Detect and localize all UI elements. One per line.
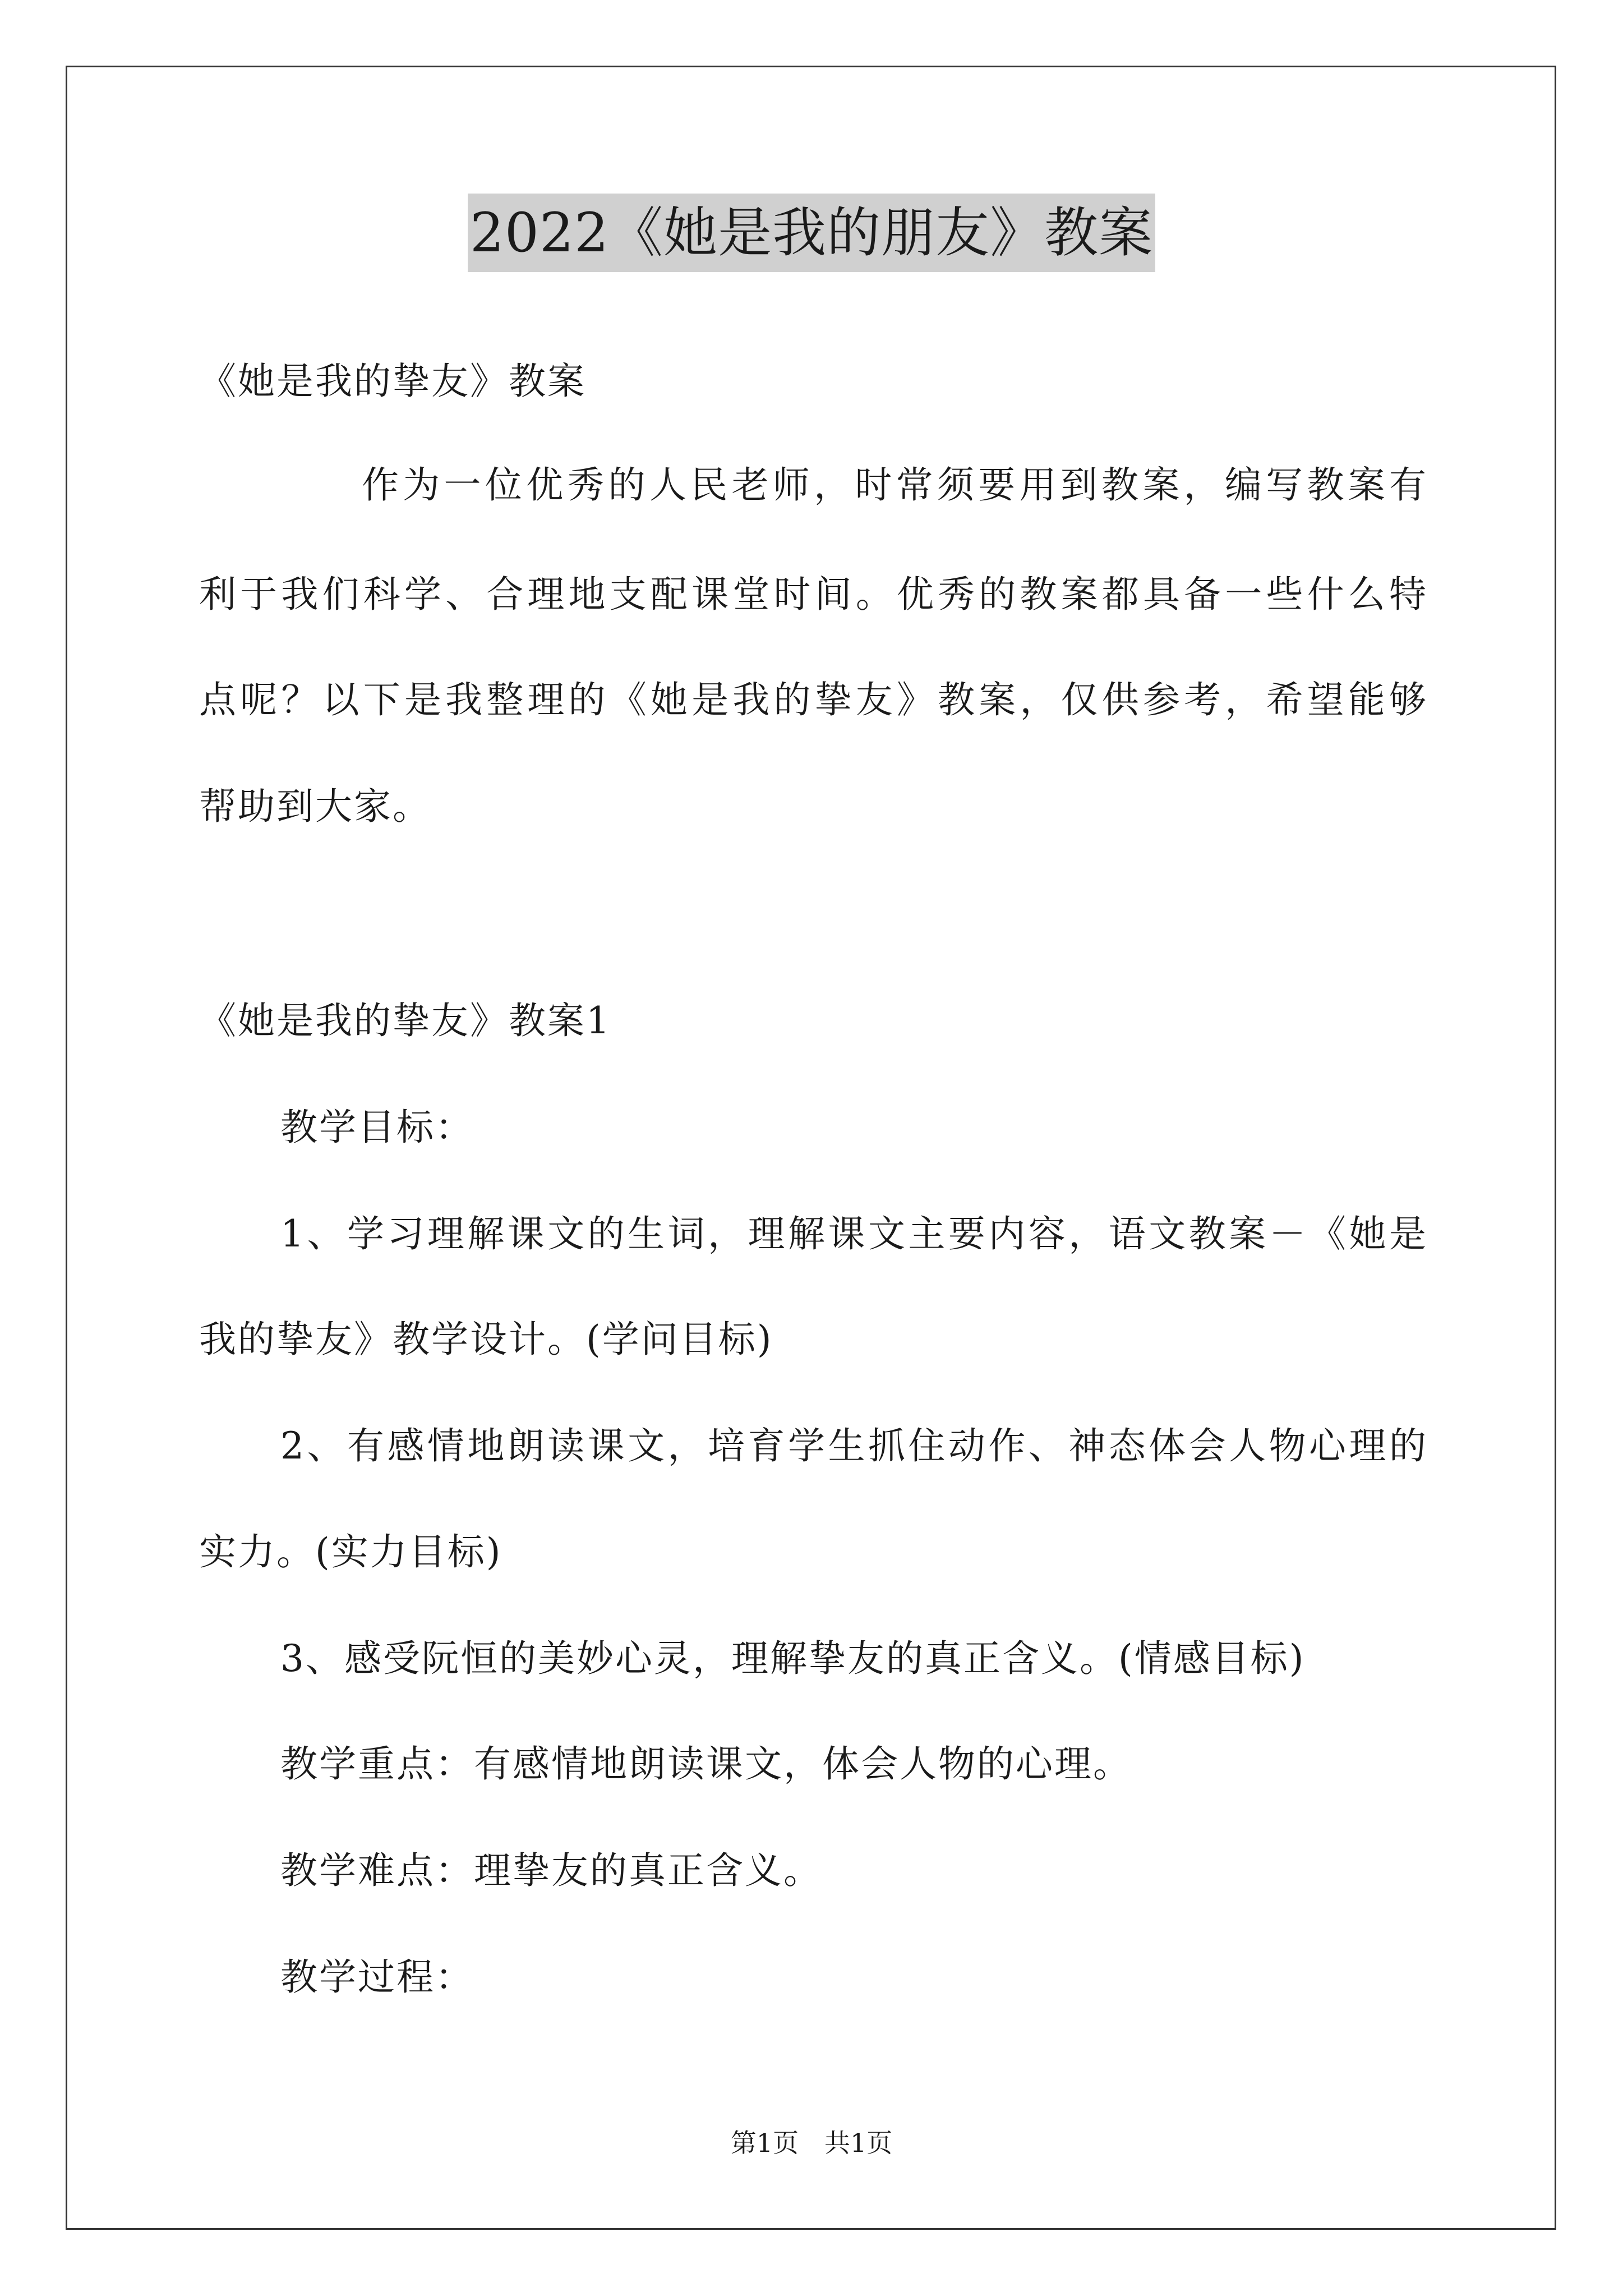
document-title: 2022《她是我的朋友》教案 bbox=[468, 194, 1155, 272]
paragraph-line: 3、感受阮恒的美妙心灵，理解挚友的真正含义。(情感目标) bbox=[280, 1637, 1306, 1680]
paragraph-line: 利于我们科学、合理地支配课堂时间。优秀的教案都具备一些什么特 bbox=[199, 573, 1427, 616]
paragraph-line: 1、学习理解课文的生词，理解课文主要内容，语文教案－《她是 bbox=[280, 1212, 1427, 1255]
paragraph-line: 教学重点：有感情地朗读课文，体会人物的心理。 bbox=[280, 1742, 1132, 1786]
paragraph-line: 教学难点：理挚友的真正含义。 bbox=[280, 1849, 822, 1892]
paragraph-line: 2、有感情地朗读课文，培育学生抓住动作、神态体会人物心理的 bbox=[280, 1424, 1427, 1467]
paragraph-line: 实力。(实力目标) bbox=[199, 1530, 502, 1573]
paragraph-line: 教学目标： bbox=[280, 1106, 474, 1149]
paragraph-line: 我的挚友》教学设计。(学问目标) bbox=[199, 1318, 773, 1361]
section-heading: 《她是我的挚友》教案1 bbox=[199, 999, 611, 1042]
title-container bbox=[0, 194, 1623, 272]
paragraph-line: 教学过程： bbox=[280, 1955, 474, 1999]
paragraph-line: 作为一位优秀的人民老师，时常须要用到教案，编写教案有 bbox=[362, 463, 1427, 507]
paragraph-line: 帮助到大家。 bbox=[199, 785, 431, 828]
page-footer: 第1页 共1页 bbox=[730, 2128, 893, 2158]
paragraph-line: 点呢？以下是我整理的《她是我的挚友》教案，仅供参考，希望能够 bbox=[199, 678, 1427, 721]
subtitle: 《她是我的挚友》教案 bbox=[199, 360, 586, 403]
